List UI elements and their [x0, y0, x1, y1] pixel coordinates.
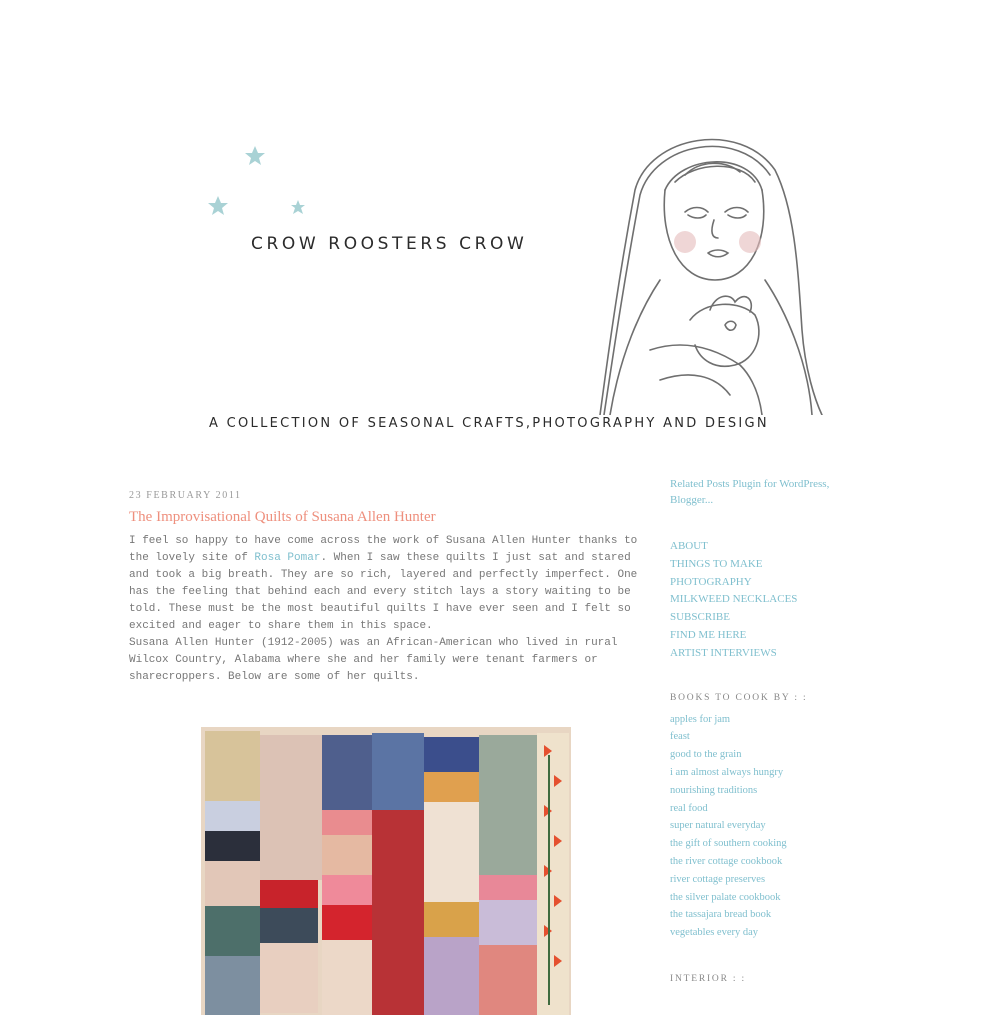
post-paragraph-1-text-end: . When I saw these quilts I just sat and stared and took a big breath. They are so rich, layered and perfectly imperfect. One has the feeling that behind each and every stitch lays a story waiting to be told. These must be the most beautiful quilts I have ever seen and I felt so excited and eager to share them in this space. [129, 552, 638, 632]
interior-widget-title: INTERIOR : : [670, 973, 746, 984]
book-link[interactable]: the river cottage cookbook [670, 855, 783, 867]
nav-find-me-here[interactable]: FIND ME HERE [670, 628, 747, 641]
book-link[interactable]: river cottage preserves [670, 873, 766, 885]
book-link[interactable]: i am almost always hungry [670, 766, 784, 778]
book-link[interactable]: apples for jam [670, 713, 731, 725]
rosa-pomar-link[interactable]: Rosa Pomar [254, 552, 321, 564]
related-posts-plugin-image[interactable]: Related Posts Plugin for WordPress, Blogger... [670, 478, 830, 506]
book-link[interactable]: super natural everyday [670, 820, 766, 832]
star-icon [291, 200, 305, 214]
post-title[interactable]: The Improvisational Quilts of Susana Allen Hunter [129, 509, 436, 525]
cheek-shape [739, 231, 761, 253]
book-link[interactable]: the silver palate cookbook [670, 891, 781, 903]
nav-things-to-make[interactable]: THINGS TO MAKE [670, 557, 763, 570]
site-title[interactable]: CROW ROOSTERS CROW [251, 234, 528, 254]
post-date: 23 FEBRUARY 2011 [129, 490, 242, 501]
cheek-shape [674, 231, 696, 253]
quilt-photo[interactable] [199, 725, 574, 1015]
sidebar-nav [670, 538, 845, 663]
nav-photography[interactable]: PHOTOGRAPHY [670, 575, 752, 588]
books-widget-title: BOOKS TO COOK BY : : [670, 692, 808, 703]
star-icon [208, 196, 228, 215]
book-link[interactable]: vegetables every day [670, 927, 759, 939]
book-link[interactable]: feast [670, 731, 690, 743]
book-link[interactable]: the gift of southern cooking [670, 838, 787, 850]
sidebar [670, 476, 845, 992]
book-link[interactable]: real food [670, 802, 708, 814]
nav-subscribe[interactable]: SUBSCRIBE [670, 611, 730, 624]
book-link[interactable]: good to the grain [670, 749, 742, 761]
blog-post [129, 490, 639, 686]
nav-milkweed-necklaces[interactable]: MILKWEED NECKLACES [670, 593, 798, 606]
matryoshka-girl-illustration [540, 120, 870, 415]
book-link[interactable]: nourishing traditions [670, 784, 758, 796]
post-body [129, 533, 639, 686]
books-list [670, 711, 845, 942]
nav-artist-interviews[interactable]: ARTIST INTERVIEWS [670, 646, 777, 659]
blog-header [0, 0, 1000, 460]
nav-about[interactable]: ABOUT [670, 540, 708, 552]
stars-decoration [0, 0, 320, 230]
star-icon [245, 146, 265, 165]
book-link[interactable]: the tassajara bread book [670, 909, 772, 921]
post-paragraph-2: Susana Allen Hunter (1912-2005) was an African-American who lived in rural Wilcox Country, Alabama where she and her family were tenant farmers or sharecroppers. Below are some of her quilts. [129, 637, 618, 683]
site-tagline: A COLLECTION OF SEASONAL CRAFTS,PHOTOGRAPHY AND DESIGN [209, 416, 769, 431]
post-paragraph-1-text: I feel so happy to have come across the work of Susana Allen Hunter thanks to the lovely site of [129, 535, 638, 564]
